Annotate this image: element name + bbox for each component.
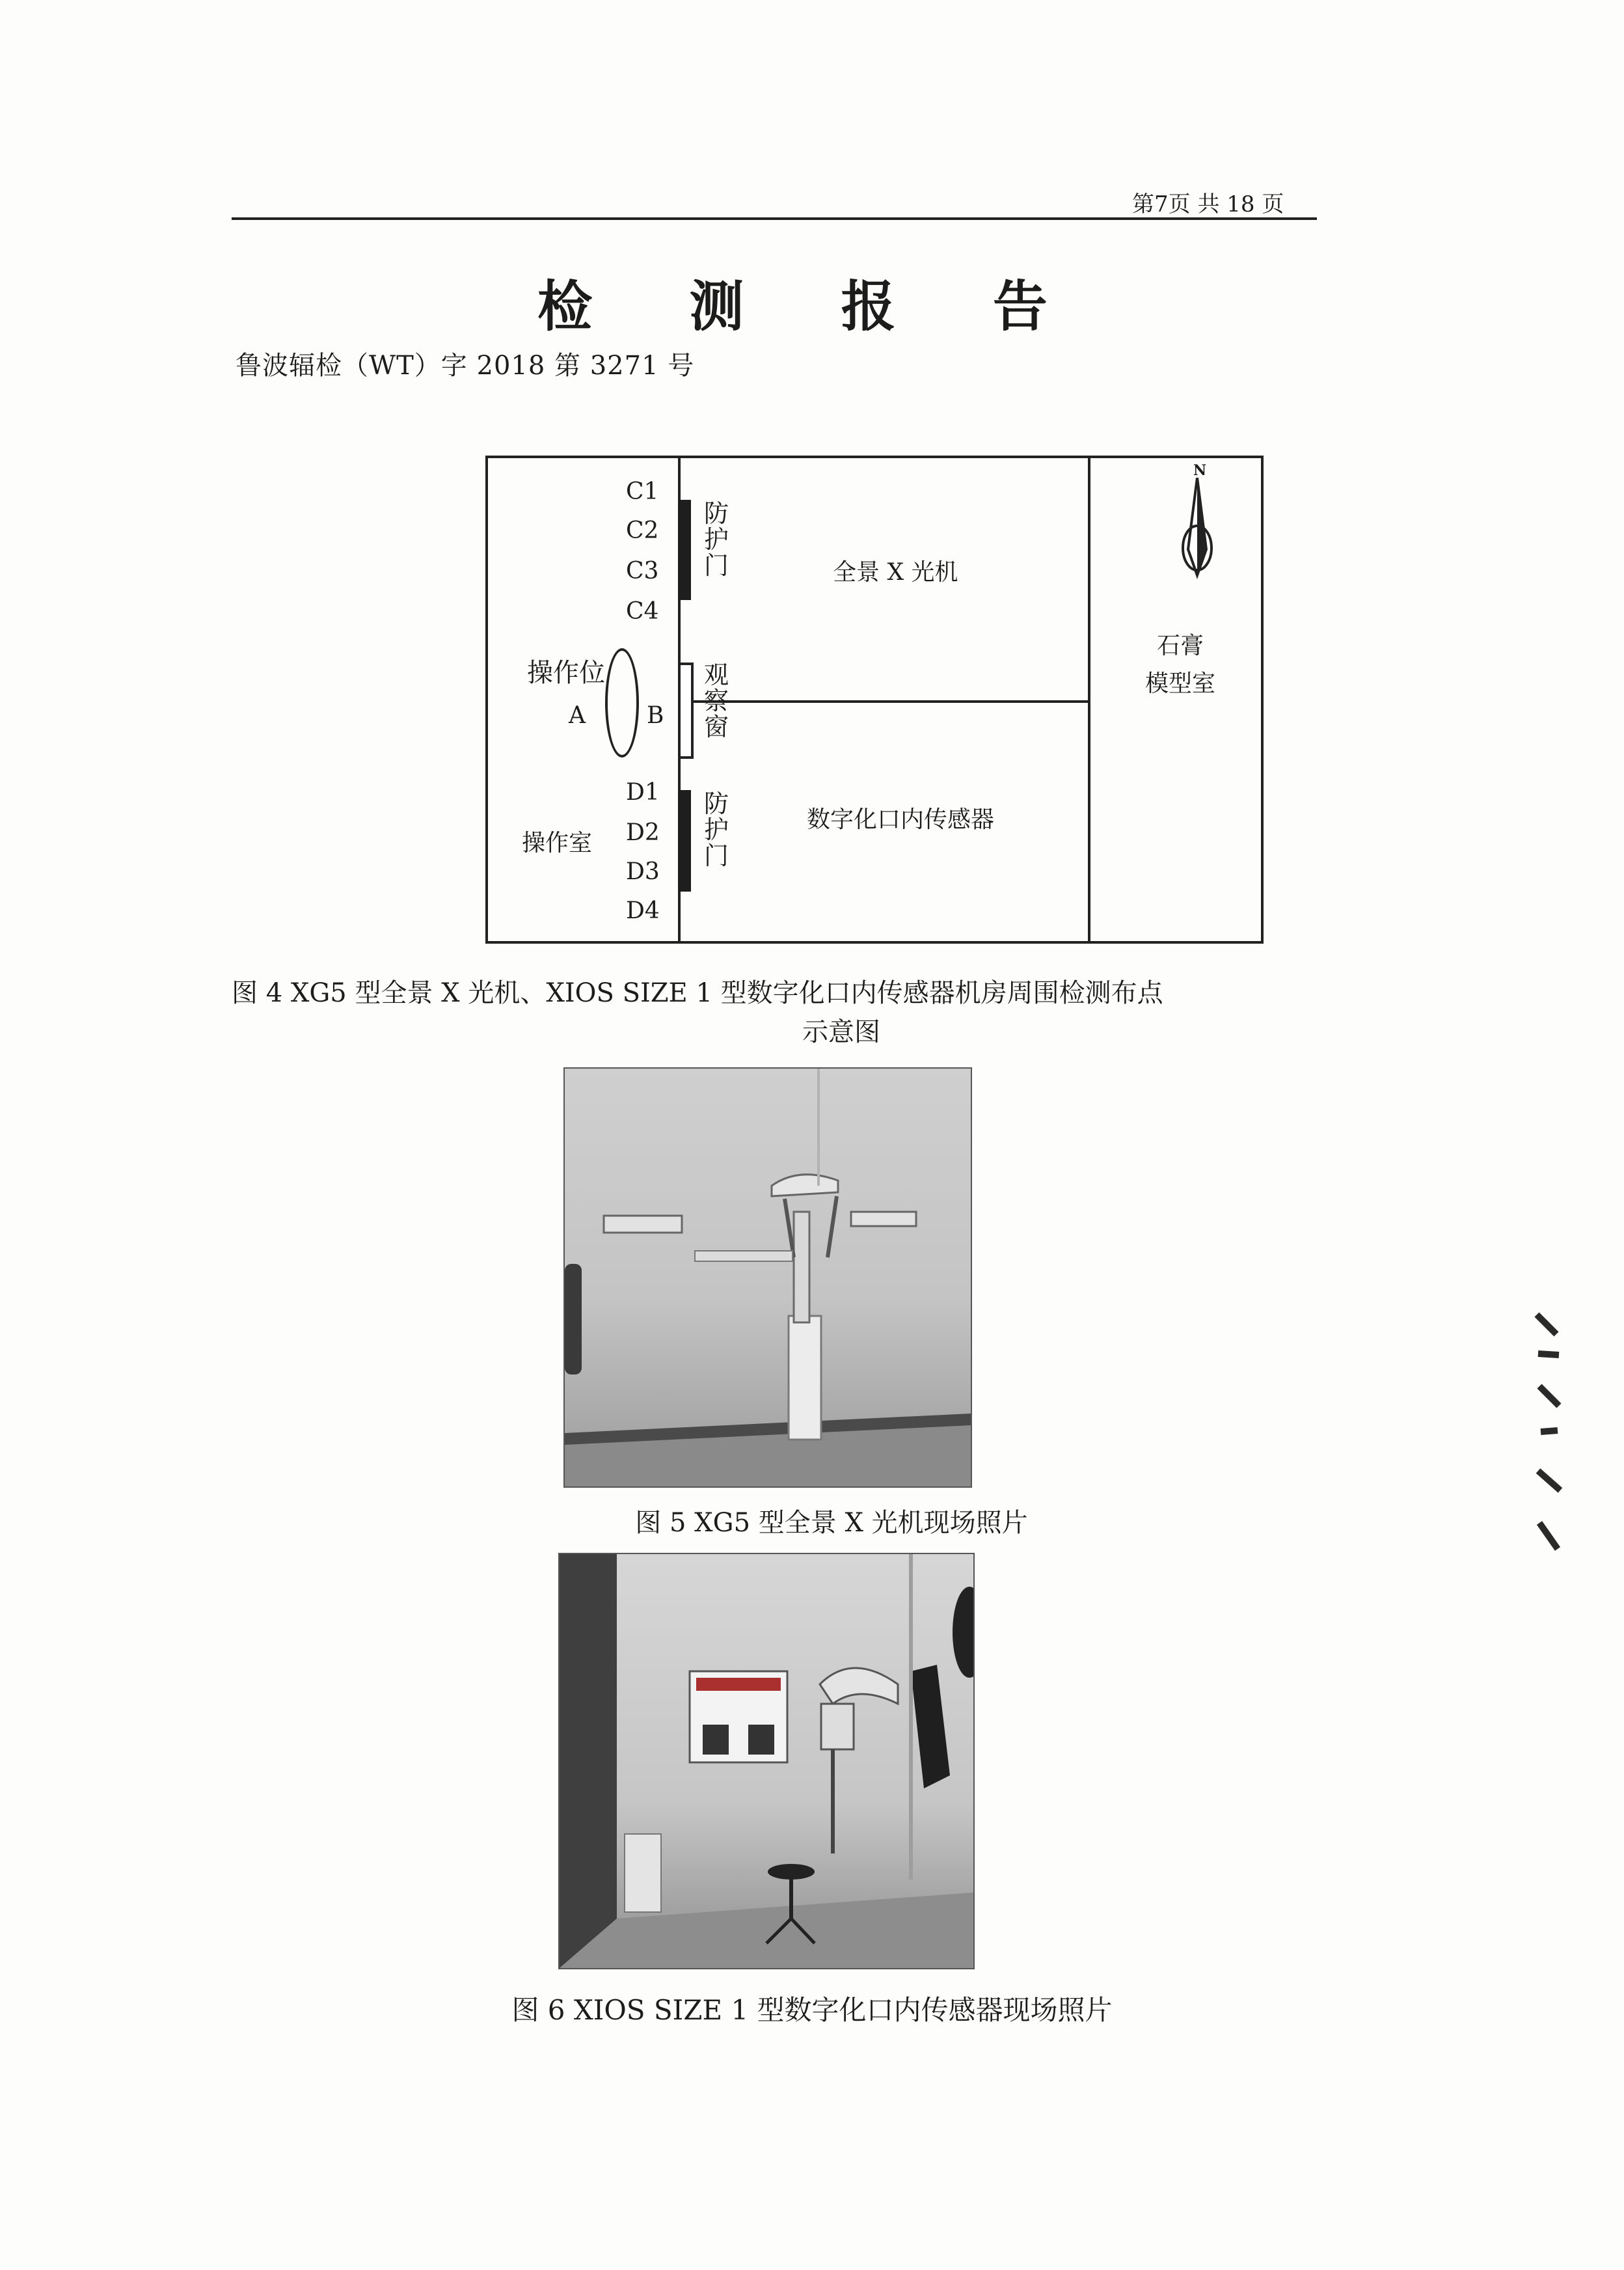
figure-6-caption: 图 6 XIOS SIZE 1 型数字化口内传感器现场照片 xyxy=(511,1994,1113,2026)
protective-door-upper-label: 防 护 门 xyxy=(703,499,729,580)
wall-plaster-room xyxy=(1088,458,1090,941)
point-d4: D4 xyxy=(626,897,660,924)
protective-door-upper xyxy=(678,500,691,600)
operator-position-label: 操作位 xyxy=(527,658,605,688)
observation-window-label: 观 察 窗 xyxy=(703,661,729,741)
point-a: A xyxy=(569,702,586,729)
point-d1: D1 xyxy=(626,779,660,806)
north-arrow-icon xyxy=(1180,463,1232,587)
operation-room-label: 操作室 xyxy=(522,830,593,856)
wall-between-rooms xyxy=(681,700,1088,703)
report-number: 鲁波辐检（WT）字 2018 第 3271 号 xyxy=(236,351,695,381)
point-c3: C3 xyxy=(626,558,659,584)
header-rule xyxy=(232,217,1317,220)
plaster-model-room-label: 石膏 模型室 xyxy=(1144,633,1215,697)
point-c1: C1 xyxy=(626,478,659,505)
point-c4: C4 xyxy=(626,598,659,625)
figure-4-caption: 图 4 XG5 型全景 X 光机、XIOS SIZE 1 型数字化口内传感器机房周围检测布点 xyxy=(232,978,1163,1008)
point-c2: C2 xyxy=(626,517,659,544)
point-b: B xyxy=(647,702,664,729)
intraoral-sensor-room-label: 数字化口内传感器 xyxy=(807,806,995,833)
observation-window xyxy=(678,663,694,759)
operator-position-ellipse xyxy=(605,648,639,758)
floor-plan-diagram xyxy=(485,456,1264,944)
figure-4-caption-continued: 示意图 xyxy=(802,1017,880,1047)
panoramic-xray-photo xyxy=(563,1067,972,1488)
protective-door-lower xyxy=(678,790,691,892)
protective-door-lower-label: 防 护 门 xyxy=(703,789,729,870)
north-label: N xyxy=(1193,462,1207,479)
point-d2: D2 xyxy=(626,819,660,846)
intraoral-sensor-photo xyxy=(558,1553,975,1969)
seal-stamp-mark xyxy=(1530,1308,1569,1555)
figure-5-caption: 图 5 XG5 型全景 X 光机现场照片 xyxy=(635,1508,1028,1538)
page-number: 第7页 共 18 页 xyxy=(1132,191,1284,217)
point-d3: D3 xyxy=(626,858,660,885)
panoramic-xray-room-label: 全景 X 光机 xyxy=(833,559,958,586)
page-title: 检 测 报 告 xyxy=(537,274,1087,338)
